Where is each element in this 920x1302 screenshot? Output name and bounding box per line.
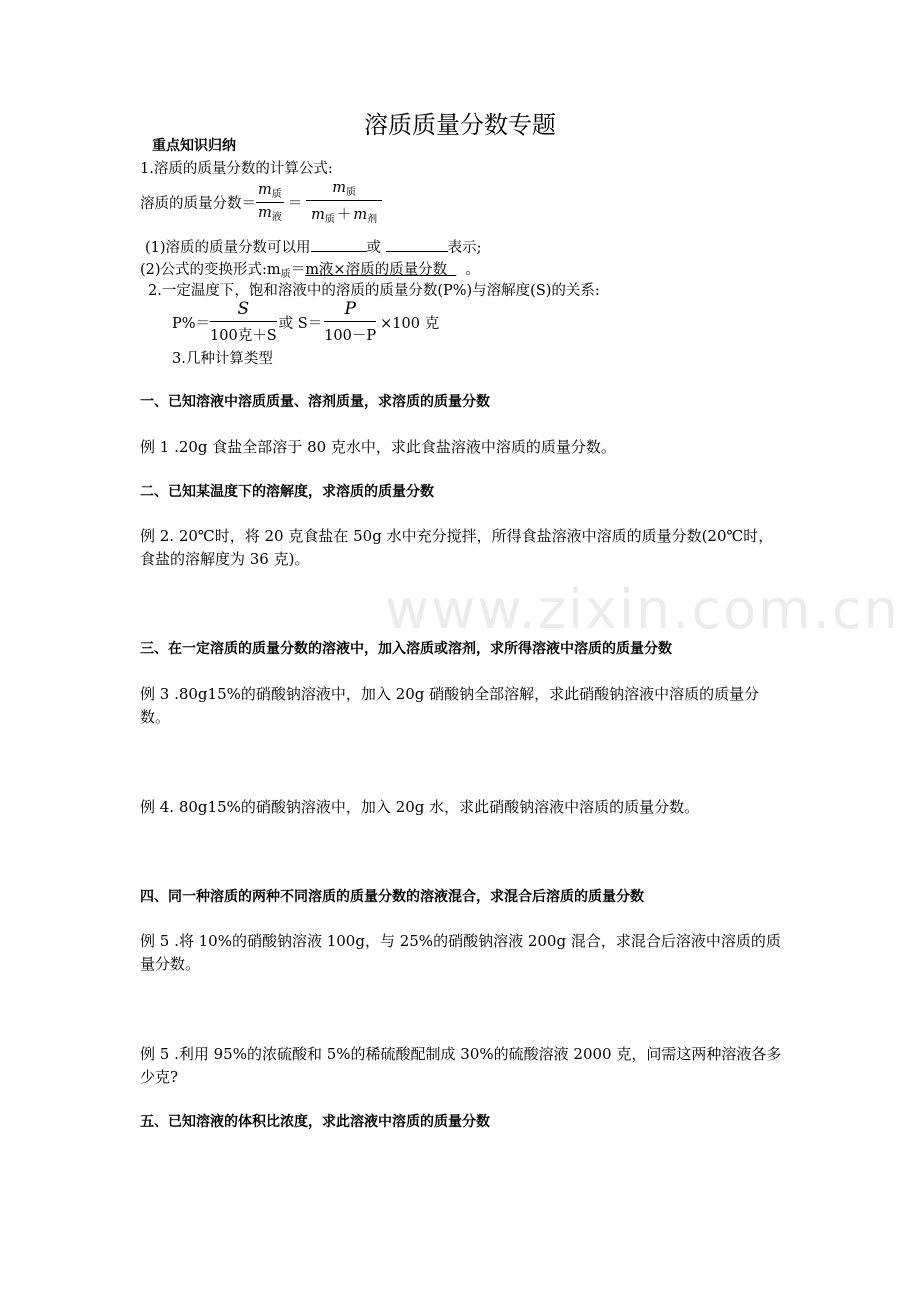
example-3: 例 3 .80g15%的硝酸钠溶液中，加入 20g 硝酸钠全部溶解，求此硝酸钠溶液中溶质的质量分数。 <box>140 685 760 726</box>
subscript: 液 <box>271 212 282 223</box>
subscript: 剂 <box>367 214 378 225</box>
point-2-text-a: (2)公式的变换形式:m <box>140 262 281 278</box>
section-heading-4: 四、同一种溶质的两种不同溶质的质量分数的溶液混合，求混合后溶质的质量分数 <box>140 889 644 905</box>
section-heading-2: 二、已知某温度下的溶解度，求溶质的质量分数 <box>140 484 434 500</box>
symbol-m: m <box>311 207 325 223</box>
fill-blank-2 <box>386 251 448 252</box>
subscript: 质 <box>271 189 282 200</box>
solubility-formula <box>172 299 439 345</box>
section-heading-5: 五、已知溶液的体积比浓度，求此溶液中溶质的质量分数 <box>140 1114 490 1130</box>
equals-sign: ＝ <box>287 196 303 212</box>
denominator: 100－P <box>324 328 377 344</box>
section-heading-1: 一、已知溶液中溶质质量、溶剂质量，求溶质的质量分数 <box>140 394 490 410</box>
symbol-m: m <box>258 205 272 221</box>
example-1: 例 1 .20g 食盐全部溶于 80 克水中，求此食盐溶液中溶质的质量分数。 <box>140 438 616 456</box>
fraction-solute-over-solution <box>256 182 284 223</box>
example-5b: 例 5 .利用 95%的浓硫酸和 5%的稀硫酸配制成 30%的硫酸溶液 2000 克，问需这两种溶液各多少克? <box>140 1045 782 1086</box>
symbol-m: m <box>353 207 368 223</box>
point-1-text-b: 或 <box>366 240 382 256</box>
subscript: 质 <box>280 269 291 280</box>
example-5a: 例 5 .将 10%的硝酸钠溶液 100g，与 25%的硝酸钠溶液 200g 混合，求混合后溶液中溶质的质量分数。 <box>140 932 781 973</box>
example-4: 例 4. 80g15%的硝酸钠溶液中，加入 20g 水，求此硝酸钠溶液中溶质的质量分数。 <box>140 798 700 816</box>
knowledge-point-2 <box>140 258 480 280</box>
subscript: 质 <box>346 187 356 198</box>
formula-lhs: 溶质的质量分数＝ <box>140 196 256 212</box>
plus-sign: ＋ <box>336 207 352 223</box>
fraction-solute-over-sum <box>306 180 382 225</box>
symbol-m: m <box>258 182 272 198</box>
formula2-lhs: P%＝ <box>172 315 211 332</box>
point-2-underlined-answer: m液×溶质的质量分数 <box>305 262 448 278</box>
point-1-text-c: 表示; <box>447 240 482 256</box>
symbol-s: S <box>210 299 277 322</box>
knowledge-item-3: 3.几种计算类型 <box>172 351 273 367</box>
knowledge-point-1 <box>145 236 482 257</box>
knowledge-item-2: 2.一定温度下，饱和溶液中的溶质的质量分数(P%)与溶解度(S)的关系: <box>148 283 600 299</box>
mass-fraction-formula <box>140 180 382 225</box>
formula2-tail: ×100 克 <box>380 315 440 332</box>
formula2-mid: 或 S＝ <box>278 315 323 332</box>
fraction-s-over-100-plus-s <box>210 299 277 345</box>
point-2-text-d: 。 <box>465 262 481 278</box>
knowledge-heading: 重点知识归纳 <box>152 138 236 154</box>
page-title: 溶质质量分数专题 <box>364 111 556 139</box>
fraction-p-over-100-minus-p <box>324 299 376 345</box>
knowledge-item-1: 1.溶质的质量分数的计算公式: <box>140 161 333 177</box>
section-heading-3: 三、在一定溶质的质量分数的溶液中，加入溶质或溶剂，求所得溶液中溶质的质量分数 <box>140 641 672 657</box>
point-1-text-a: (1)溶质的质量分数可以用 <box>145 240 311 256</box>
subscript: 质 <box>324 214 335 225</box>
example-2: 例 2. 20℃时，将 20 克食盐在 50g 水中充分搅拌，所得食盐溶液中溶质的质量分数(20℃时，食盐的溶解度为 36 克)。 <box>140 527 774 568</box>
fill-blank-1 <box>311 251 367 252</box>
watermark: www.zixin.com.cn <box>385 578 900 641</box>
symbol-m: m <box>332 180 346 196</box>
denominator: 100克＋S <box>210 328 277 344</box>
point-2-text-b: ＝ <box>290 262 306 278</box>
symbol-p: P <box>324 299 376 322</box>
